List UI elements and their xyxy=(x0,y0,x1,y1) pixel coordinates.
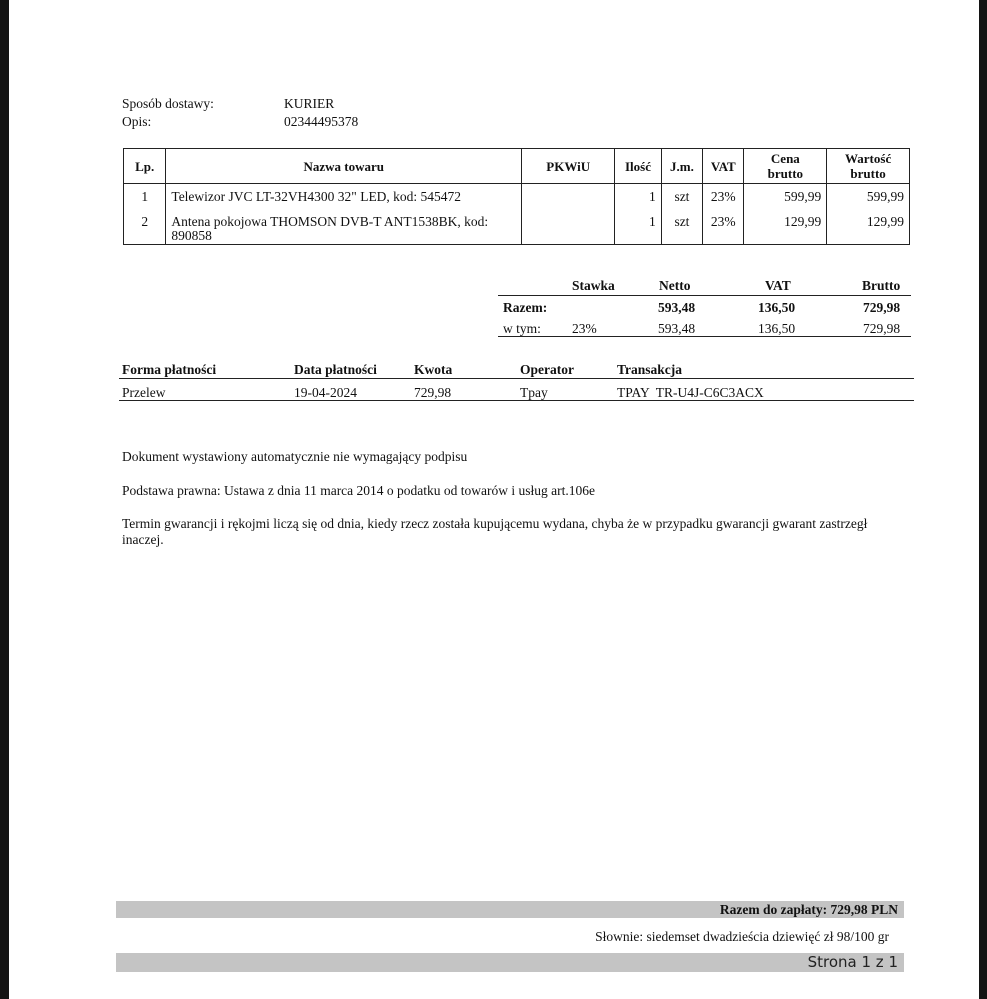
row-vat: 23% xyxy=(703,209,744,245)
payment-form-header: Forma płatności xyxy=(122,362,217,377)
summary-breakdown-label: w tym: xyxy=(503,321,541,336)
delivery-desc-label: Opis: xyxy=(122,114,152,129)
payment-date-value: 19-04-2024 xyxy=(294,385,357,400)
row-unit: szt xyxy=(661,184,702,210)
total-due-bar xyxy=(116,901,904,918)
col-unit: J.m. xyxy=(661,149,702,184)
invoice-page xyxy=(9,0,979,999)
summary-total-net: 593,48 xyxy=(658,300,696,315)
items-table xyxy=(123,148,910,245)
payment-bottom-rule xyxy=(119,400,914,401)
col-vat: VAT xyxy=(703,149,744,184)
row-name: Telewizor JVC LT-32VH4300 32" LED, kod: 545472 xyxy=(166,184,522,210)
col-value-line2: brutto xyxy=(850,166,886,181)
payment-operator-value: Tpay xyxy=(520,385,548,400)
table-row xyxy=(124,184,910,210)
page-number: Strona 1 z 1 xyxy=(807,953,898,971)
row-lp: 1 xyxy=(124,184,166,210)
summary-total-gross: 729,98 xyxy=(863,300,901,315)
summary-breakdown-vat: 136,50 xyxy=(758,321,796,336)
row-qty: 1 xyxy=(615,184,662,210)
row-qty: 1 xyxy=(615,209,662,245)
row-value: 599,99 xyxy=(827,184,910,210)
delivery-desc-value: 02344495378 xyxy=(284,114,359,129)
payment-form-value: Przelew xyxy=(122,385,166,400)
summary-header-rule xyxy=(498,295,911,296)
col-price-line1: Cena xyxy=(770,151,800,166)
table-row xyxy=(124,209,910,245)
payment-amount-value: 729,98 xyxy=(414,385,452,400)
total-due: Razem do zapłaty: 729,98 PLN xyxy=(719,902,898,917)
row-price: 129,99 xyxy=(744,209,827,245)
summary-rate-header: Stawka xyxy=(572,278,615,293)
col-price-line2: brutto xyxy=(767,166,804,181)
payment-date-header: Data płatności xyxy=(294,362,377,377)
page-edge-left xyxy=(0,0,9,999)
summary-breakdown-rate: 23% xyxy=(572,321,597,336)
payment-operator-header: Operator xyxy=(520,362,574,377)
payment-transaction-header: Transakcja xyxy=(617,362,683,377)
summary-total-vat: 136,50 xyxy=(758,300,796,315)
col-value-line1: Wartość xyxy=(845,151,892,166)
row-pkwiu xyxy=(522,209,615,245)
delivery-method-value: KURIER xyxy=(284,96,335,111)
note-auto: Dokument wystawiony automatycznie nie wymagający podpisu xyxy=(122,449,468,464)
row-vat: 23% xyxy=(703,184,744,210)
row-unit: szt xyxy=(661,209,702,245)
payment-transaction-value: TPAY TR-U4J-C6C3ACX xyxy=(617,385,764,400)
summary-bottom-rule xyxy=(498,336,911,337)
payment-header-rule xyxy=(119,378,914,379)
col-qty: Ilość xyxy=(615,149,662,184)
note-warranty: Termin gwarancji i rękojmi liczą się od dnia, kiedy rzecz została kupującemu wydana, chyba że w przypadku gwarancji gwarant zastrzegł inaczej. xyxy=(122,516,868,547)
row-pkwiu xyxy=(522,184,615,210)
col-name: Nazwa towaru xyxy=(166,149,522,184)
amount-in-words: Słownie: siedemset dwadzieścia dziewięć zł 98/100 gr xyxy=(595,929,889,944)
page-edge-right xyxy=(979,0,987,999)
summary-gross-header: Brutto xyxy=(862,278,901,293)
row-value: 129,99 xyxy=(827,209,910,245)
delivery-method-label: Sposób dostawy: xyxy=(122,96,214,111)
note-legal: Podstawa prawna: Ustawa z dnia 11 marca 2014 o podatku od towarów i usług art.106e xyxy=(122,483,596,498)
col-price xyxy=(744,149,827,184)
page-number-bar xyxy=(116,953,904,972)
row-price: 599,99 xyxy=(744,184,827,210)
row-name: Antena pokojowa THOMSON DVB-T ANT1538BK, kod: 890858 xyxy=(166,209,522,245)
summary-breakdown-gross: 729,98 xyxy=(863,321,901,336)
col-value xyxy=(827,149,910,184)
summary-breakdown-net: 593,48 xyxy=(658,321,696,336)
items-header-row xyxy=(124,149,910,184)
col-lp: Lp. xyxy=(124,149,166,184)
row-lp: 2 xyxy=(124,209,166,245)
col-pkwiu: PKWiU xyxy=(522,149,615,184)
summary-net-header: Netto xyxy=(659,278,691,293)
summary-total-label: Razem: xyxy=(503,300,548,315)
summary-vat-header: VAT xyxy=(765,278,791,293)
payment-amount-header: Kwota xyxy=(414,362,453,377)
